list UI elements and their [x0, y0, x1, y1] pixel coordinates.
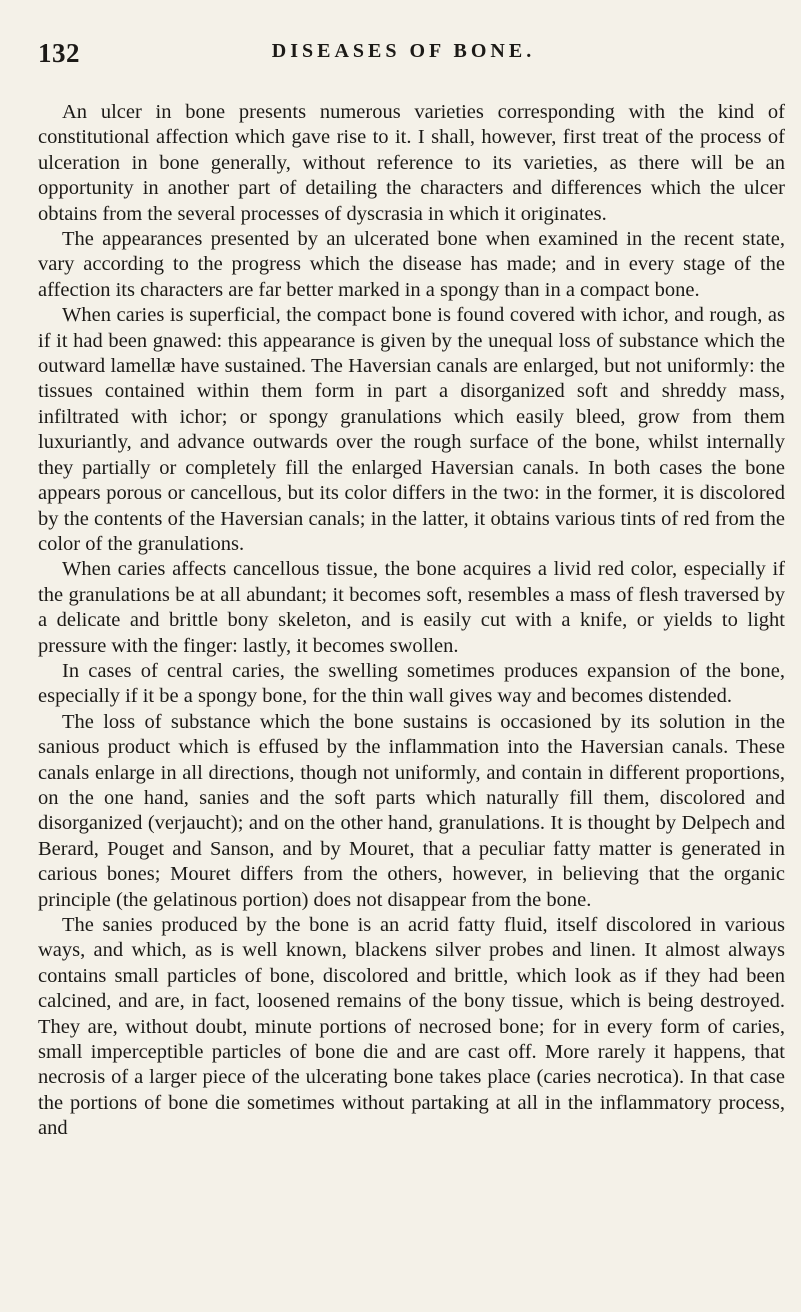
paragraph: In cases of central caries, the swelling sometimes produces expansion of the bone, especially if it be a spongy bone, for the thin wall gives way and becomes distended.: [38, 659, 785, 708]
paragraph: An ulcer in bone presents numerous varieties corresponding with the kind of constitutional affection which gave rise to it. I shall, however, first treat of the process of ulceration in bone generally, without reference to its varieties, as there will be an opportunity in another part of detailing the characters and differences which the ulcer obtains from the several processes of dyscrasia in which it originates.: [38, 101, 785, 225]
page-header: [38, 38, 785, 78]
paragraph: The loss of substance which the bone sustains is occasioned by its solution in the sanious product which is effused by the inflammation into the Haversian canals. These canals enlarge in all directions, though not uniformly, and contain in different proportions, on the one hand, sanies and the soft parts which naturally fill them, discolored and disorganized (verjaucht); and on the other hand, granulations. It is thought by Delpech and Berard, Pouget and Sanson, and by Mouret, that a peculiar fatty matter is generated in carious bones; Mouret differs from the others, however, in believing that the organic principle (the gelatinous portion) does not disappear from the bone.: [38, 710, 785, 911]
paragraph: When caries affects cancellous tissue, the bone acquires a livid red color, especially if the granulations be at all abundant; it becomes soft, resembles a mass of flesh traversed by a delicate and brittle bony skeleton, and is easily cut with a knife, or yields to light pressure with the finger: lastly, it becomes swollen.: [38, 558, 785, 657]
paragraph: The appearances presented by an ulcerated bone when examined in the recent state, vary according to the progress which the disease has made; and in every stage of the affection its characters are far better marked in a spongy than in a compact bone.: [38, 228, 785, 301]
paragraph: When caries is superficial, the compact bone is found covered with ichor, and rough, as if it had been gnawed: this appearance is given by the unequal loss of substance which the outward lamellæ have sustained. The Haversian canals are enlarged, but not uniformly: the tissues contained within them form in part a disorganized soft and shreddy mass, infiltrated with ichor; or spongy granulations which easily bleed, grow from them luxuriantly, and advance outwards over the rough surface of the bone, whilst internally they partially or completely fill the enlarged Haversian canals. In both cases the bone appears porous or cancellous, but its color differs in the two: in the former, it is discolored by the contents of the Haversian canals; in the latter, it obtains various tints of red from the color of the granulations.: [38, 304, 785, 555]
running-title: DISEASES OF BONE.: [271, 40, 536, 62]
page-number: 132: [38, 38, 80, 68]
paragraph: The sanies produced by the bone is an acrid fatty fluid, itself discolored in various ways, and which, as is well known, blackens silver probes and linen. It almost always contains small particles of bone, discolored and brittle, which look as if they had been calcined, and are, in fact, loosened remains of the bony tissue, which is being destroyed. They are, without doubt, minute portions of necrosed bone; for in every form of caries, small imperceptible particles of bone die and are cast off. More rarely it happens, that necrosis of a larger piece of the ulcerating bone takes place (caries necrotica). In that case the portions of bone die sometimes without partaking at all in the inflammatory process, and: [38, 914, 785, 1140]
body-text: [38, 100, 785, 1142]
